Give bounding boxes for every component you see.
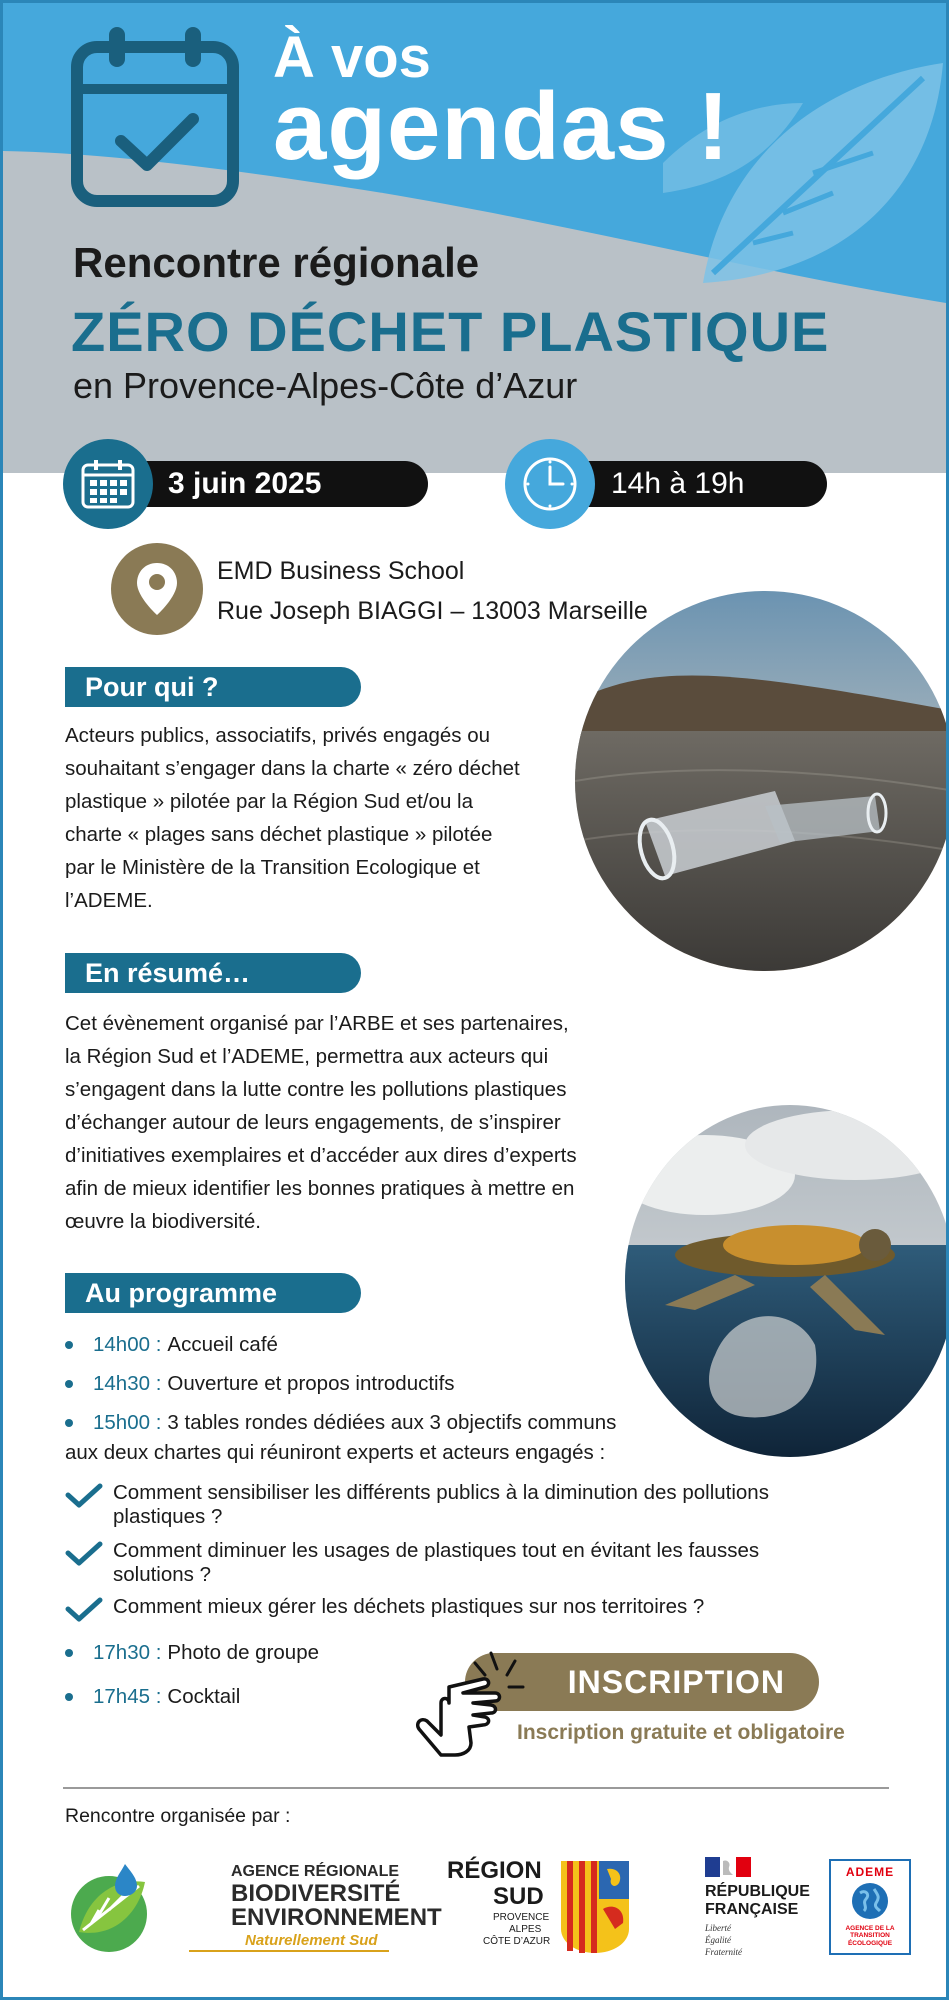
bullet-icon (65, 1380, 73, 1388)
paragraph-line: Acteurs publics, associatifs, privés engagés ou (65, 724, 491, 747)
section-programme-header: Au programme (65, 1273, 361, 1313)
programme-time: 17h30 : (93, 1641, 162, 1664)
location-badge (111, 543, 203, 635)
checklist-line: solutions ? (113, 1563, 212, 1586)
paragraph-line: d’initiatives exemplaires et d’accéder aux dires d’experts (65, 1144, 577, 1167)
arbe-tagline: Naturellement Sud (245, 1932, 378, 1949)
programme-item (65, 1411, 616, 1435)
region-sud-line4: ALPES (509, 1924, 542, 1935)
paragraph-line: charte « plages sans déchet plastique » pilotée (65, 823, 493, 846)
organized-by-label: Rencontre organisée par : (65, 1805, 291, 1827)
programme-text: 3 tables rondes dédiées aux 3 objectifs communs (167, 1411, 617, 1434)
bullet-icon (65, 1341, 73, 1349)
pour-qui-text (65, 719, 520, 917)
republique-francaise-logo (703, 1855, 823, 1963)
globe-icon (850, 1881, 890, 1921)
headline-line2: agendas ! (273, 73, 731, 180)
rf-motto2: Égalité (705, 1935, 731, 1945)
inscription-button[interactable]: INSCRIPTION (465, 1653, 819, 1711)
checklist-text (113, 1539, 759, 1587)
ademe-sub-line: ÉCOLOGIQUE (847, 1939, 893, 1947)
time-badge (505, 439, 595, 529)
paragraph-line: Cet évènement organisé par l’ARBE et ses partenaires, (65, 1012, 569, 1035)
event-time: 14h à 19h (611, 467, 745, 500)
ademe-sub-line: TRANSITION (850, 1932, 890, 1940)
bullet-icon (65, 1419, 73, 1427)
turtle-plastic-bag-photo (625, 1105, 949, 1457)
paragraph-line: souhaitant s’engager dans la charte « zéro déchet (65, 757, 520, 780)
arbe-underline (189, 1950, 389, 1952)
region-sud-line3: PROVENCE (493, 1912, 550, 1923)
programme-time: 17h45 : (93, 1685, 162, 1708)
rf-motto3: Fraternité (705, 1947, 742, 1957)
programme-text: Photo de groupe (167, 1641, 320, 1664)
inscription-note: Inscription gratuite et obligatoire (517, 1721, 845, 1744)
programme-time: 14h00 : (93, 1333, 162, 1356)
ademe-sub-line: AGENCE DE LA (845, 1925, 895, 1932)
arbe-line3: ENVIRONNEMENT (231, 1904, 442, 1931)
ademe-logo (829, 1859, 911, 1955)
calendar-icon (80, 459, 136, 509)
paragraph-line: afin de mieux identifier les bonnes pratiques à mettre en (65, 1177, 575, 1200)
paragraph-line: l’ADEME. (65, 889, 153, 912)
programme-item (65, 1641, 319, 1665)
check-icon (65, 1597, 103, 1623)
time-pill (563, 461, 827, 507)
programme-time: 14h30 : (93, 1372, 162, 1395)
venue-address: Rue Joseph BIAGGI – 13003 Marseille (217, 597, 648, 625)
clock-icon (521, 455, 579, 513)
resume-text (65, 1007, 577, 1238)
ademe-name: ADEME (845, 1865, 895, 1879)
check-icon (65, 1483, 103, 1509)
checklist-text (113, 1595, 704, 1619)
event-title: ZÉRO DÉCHET PLASTIQUE (71, 300, 830, 363)
paragraph-line: par le Ministère de la Transition Ecologique et (65, 856, 480, 879)
checklist-text (113, 1481, 769, 1529)
paragraph-line: plastique » pilotée par la Région Sud et/ou la (65, 790, 474, 813)
date-badge (63, 439, 153, 529)
beach-plastic-cup-photo (575, 591, 949, 971)
marianne-flag-icon (705, 1857, 751, 1877)
programme-time: 15h00 : (93, 1411, 162, 1434)
venue-name: EMD Business School (217, 557, 465, 585)
calendar-check-icon (69, 23, 241, 209)
check-icon (65, 1541, 103, 1567)
footer-divider (63, 1787, 889, 1789)
ademe-subtitle (831, 1925, 909, 1947)
arbe-line1: AGENCE RÉGIONALE (231, 1863, 400, 1880)
checklist-line: Comment sensibiliser les différents publics à la diminution des pollutions (113, 1481, 769, 1504)
region-sud-line5: CÔTE D’AZUR (483, 1936, 551, 1947)
paragraph-line: d’échanger autour de leurs engagements, de s’inspirer (65, 1111, 561, 1134)
event-date: 3 juin 2025 (168, 467, 322, 500)
region-sud-shield-icon (559, 1859, 631, 1955)
programme-item (65, 1685, 240, 1709)
arbe-line2: BIODIVERSITÉ (231, 1880, 401, 1907)
programme-text: Accueil café (167, 1333, 278, 1356)
headline-line1: À vos (273, 25, 431, 90)
arbe-leaf-icon (69, 1862, 149, 1958)
paragraph-line: s’engagent dans la lutte contre les pollutions plastiques (65, 1078, 567, 1101)
checklist-line: Comment mieux gérer les déchets plastiques sur nos territoires ? (113, 1595, 705, 1618)
bullet-icon (65, 1693, 73, 1701)
programme-continuation: aux deux chartes qui réuniront experts et acteurs engagés : (65, 1441, 606, 1464)
section-resume-header: En résumé… (65, 953, 361, 993)
event-region: en Provence-Alpes-Côte d’Azur (73, 365, 578, 406)
checklist-line: Comment diminuer les usages de plastiques tout en évitant les fausses (113, 1539, 760, 1562)
programme-text: Ouverture et propos introductifs (167, 1372, 455, 1395)
arbe-logo (69, 1858, 442, 1958)
region-sud-line1: RÉGION (447, 1857, 542, 1884)
bullet-icon (65, 1649, 73, 1657)
programme-text: Cocktail (167, 1685, 241, 1708)
header-banner (3, 3, 946, 473)
rf-motto1: Liberté (705, 1923, 731, 1933)
map-pin-icon (135, 561, 179, 617)
rf-line2: FRANÇAISE (705, 1901, 799, 1918)
region-sud-logo (447, 1855, 637, 1965)
paragraph-line: œuvre la biodiversité. (65, 1210, 261, 1233)
event-type: Rencontre régionale (73, 239, 480, 286)
checklist-line: plastiques ? (113, 1505, 223, 1528)
programme-item (65, 1372, 455, 1396)
programme-item (65, 1333, 278, 1357)
region-sud-line2: SUD (493, 1883, 544, 1910)
section-pour-qui-header: Pour qui ? (65, 667, 361, 707)
rf-line1: RÉPUBLIQUE (705, 1883, 810, 1900)
paragraph-line: la Région Sud et l’ADEME, permettra aux acteurs qui (65, 1045, 549, 1068)
